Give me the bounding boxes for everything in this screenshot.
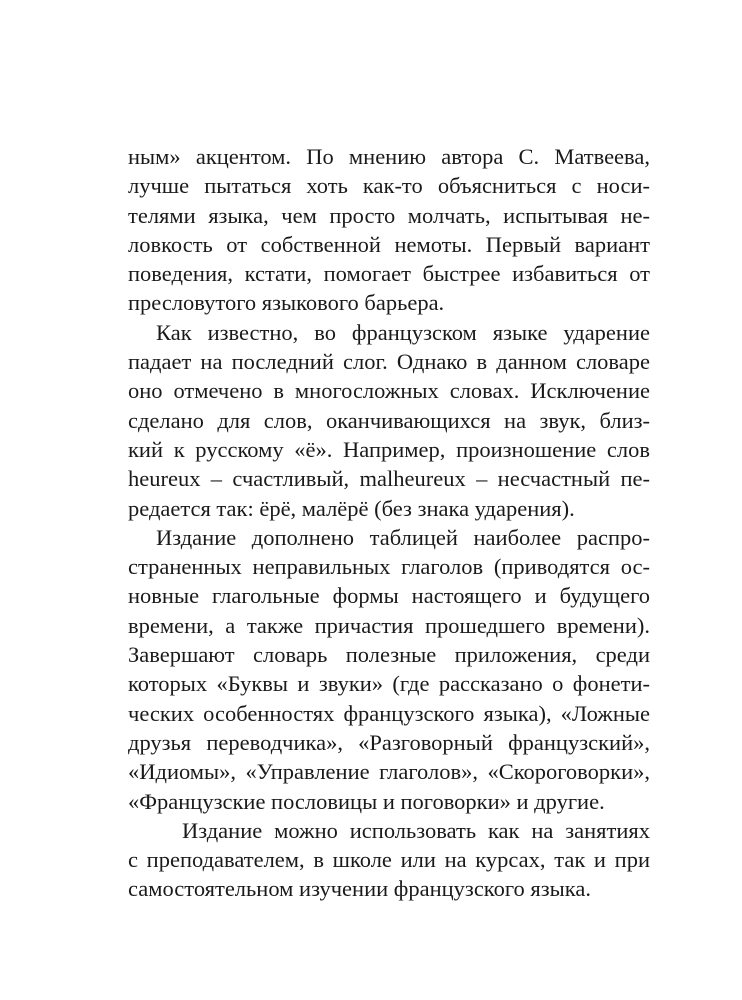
text-line: лучше пытаться хоть как-то объясниться с носи- xyxy=(128,173,650,199)
text-line: телями языка, чем просто молчать, испытывая не- xyxy=(128,202,650,228)
paragraph-usage xyxy=(128,816,650,904)
text-line: которых «Буквы и звуки» (где рассказано о фонети- xyxy=(128,671,650,697)
text-line: «Идиомы», «Управление глаголов», «Скороговорки», xyxy=(128,759,650,785)
text-line: новные глагольные формы настоящего и будущего xyxy=(128,583,650,609)
paragraph-stress xyxy=(128,318,650,523)
text-line: Издание можно использовать как на занятиях xyxy=(182,817,650,843)
text-line: кий к русскому «ё». Например, произношение слов xyxy=(128,436,650,462)
text-line: ловкость от собственной немоты. Первый вариант xyxy=(128,231,650,257)
text-line: друзья переводчика», «Разговорный французский», xyxy=(128,729,650,755)
text-line: страненных неправильных глаголов (приводятся ос- xyxy=(128,554,650,580)
text-line: Издание дополнено таблицей наиболее распро- xyxy=(156,524,650,550)
text-line: оно отмечено в многосложных словах. Исключение xyxy=(128,378,650,404)
text-line: Как известно, во французском языке ударение xyxy=(156,319,650,345)
paragraph-continuation xyxy=(128,142,650,318)
text-line: падает на последний слог. Однако в данном словаре xyxy=(128,349,650,375)
text-line: самостоятельном изучении французского языка. xyxy=(128,876,591,902)
book-page-text xyxy=(128,142,650,904)
text-line: Завершают словарь полезные приложения, среди xyxy=(128,642,650,668)
text-line: времени, а также причастия прошедшего времени). xyxy=(128,612,650,638)
text-line: поведения, кстати, помогает быстрее избавиться от xyxy=(128,261,650,287)
text-line: ческих особенностях французского языка), «Ложные xyxy=(128,700,650,726)
text-line: с преподавателем, в школе или на курсах, так и при xyxy=(128,847,650,873)
text-line: пресловутого языкового барьера. xyxy=(128,290,445,316)
text-line: heureux – счастливый, malheureux – несчастный пе- xyxy=(128,466,650,492)
text-line: «Французские пословицы и поговорки» и другие. xyxy=(128,788,605,814)
text-line: ным» акцентом. По мнению автора С. Матвеева, xyxy=(128,144,650,169)
text-line: сделано для слов, оканчивающихся на звук, близ- xyxy=(128,407,650,433)
paragraph-appendices xyxy=(128,523,650,816)
text-line: редается так: ёрё, малёрё (без знака ударения). xyxy=(128,495,575,521)
